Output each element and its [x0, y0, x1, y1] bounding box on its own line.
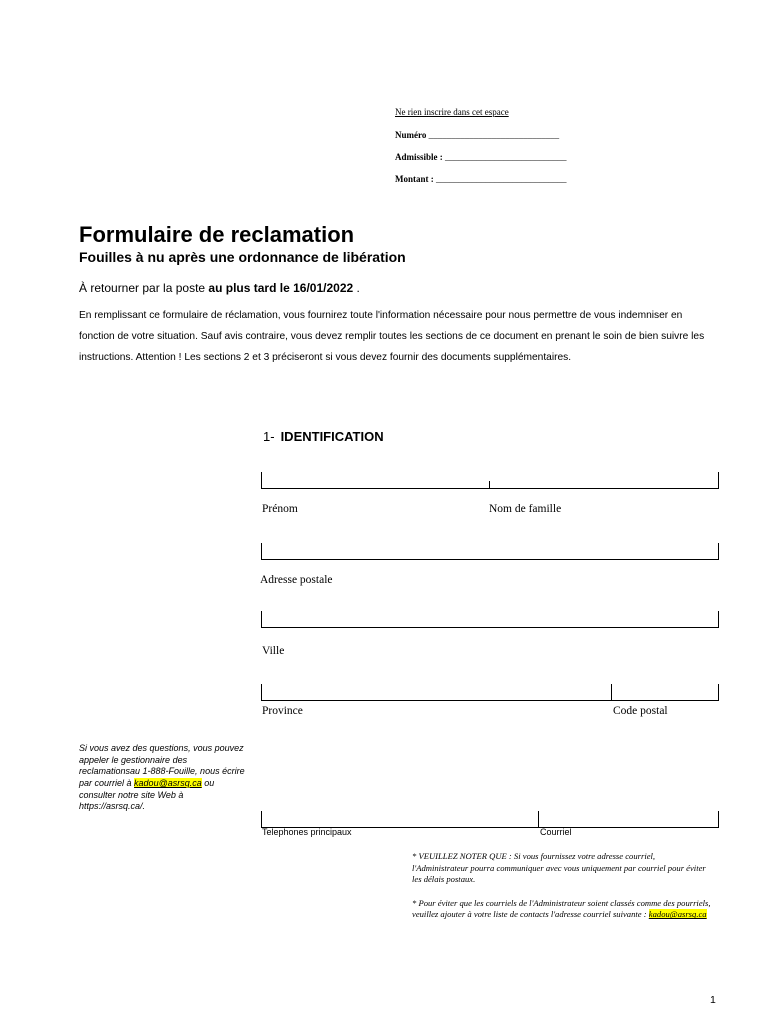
montant-label: Montant : [395, 173, 434, 184]
return-instruction [79, 281, 360, 295]
numero-line [395, 131, 567, 141]
name-fields-box[interactable] [261, 472, 719, 489]
form-subtitle: Fouilles à nu après une ordonnance de libération [79, 249, 406, 265]
help-text-1: Si vous avez des questions, vous pouvez appeler le gestionnaire des reclamationsau 1-888-Fouille, nous écrire par courriel à [79, 743, 245, 789]
address-field-box[interactable] [261, 543, 719, 560]
email-notes [412, 851, 712, 933]
office-use-heading: Ne rien inscrire dans cet espace [395, 107, 509, 117]
admissible-label: Admissible : [395, 151, 443, 162]
admissible-blank: ___________________________ [445, 151, 567, 162]
note-email-communication: * VEUILLEZ NOTER QUE : Si vous fournissez votre adresse courriel, l'Administrateur pourra communiquer avec vous uniquement par courriel pour éviter les délais postaux. [412, 851, 706, 885]
montant-line [395, 175, 567, 185]
numero-blank: _____________________________ [428, 129, 560, 140]
province-postal-divider [611, 684, 612, 700]
intro-paragraph: En remplissant ce formulaire de réclamation, vous fournirez toute l'information nécessaire pour nous permettre de vous indemniser en fonction de votre situation. Sauf avis contraire, vous devez remplir toutes les sections de ce document en prenant le soin de bien suivre les instructions. Attention ! Les sections 2 et 3 préciseront si vous devez fournir des documents supplémentaires. [79, 310, 705, 363]
return-deadline: au plus tard le 16/01/2022 [208, 281, 354, 295]
city-field-box[interactable] [261, 611, 719, 628]
montant-blank: _____________________________ [436, 173, 567, 184]
telephones-label: Telephones principaux [262, 827, 352, 837]
note-spam [412, 898, 712, 921]
province-postal-box[interactable] [261, 684, 719, 701]
name-fields-divider [489, 481, 490, 489]
page-number: 1 [710, 994, 716, 1006]
return-prefix: À retourner par la poste [79, 281, 206, 295]
numero-label: Numéro [395, 129, 427, 140]
office-use-block [395, 108, 567, 197]
help-email-link[interactable]: kadou@asrsq.ca [134, 778, 202, 789]
ville-label: Ville [262, 645, 285, 657]
note-spam-email[interactable]: kadou@asrsq.ca [648, 909, 707, 920]
section-heading-identification [263, 429, 384, 444]
phone-email-box[interactable] [261, 811, 719, 828]
nom-label: Nom de famille [489, 503, 562, 515]
help-sidebar [79, 743, 249, 813]
section-number: 1- [263, 429, 275, 444]
form-title: Formulaire de reclamation [79, 222, 355, 247]
adresse-label: Adresse postale [260, 574, 333, 586]
help-text-2: ou consulter notre site Web à https://asrsq.ca/. [79, 778, 215, 812]
phone-email-divider [538, 811, 539, 827]
prenom-label: Prénom [262, 503, 298, 515]
courriel-label: Courriel [540, 827, 572, 837]
admissible-line [395, 153, 567, 163]
return-suffix: . [356, 281, 360, 295]
province-label: Province [262, 705, 303, 717]
section-name: IDENTIFICATION [280, 429, 384, 444]
code-postal-label: Code postal [613, 705, 668, 717]
note-spam-text: * Pour éviter que les courriels de l'Administrateur soient classés comme des pourriels, veuillez ajouter à votre liste de contacts l'adresse courriel suivante : [412, 897, 711, 920]
